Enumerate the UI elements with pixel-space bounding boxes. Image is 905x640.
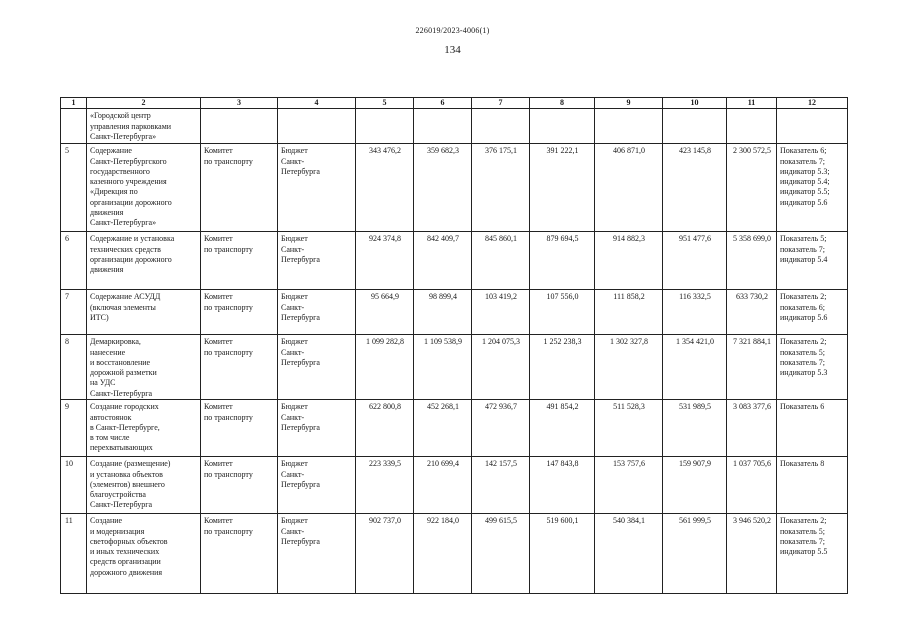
amount-cell: 142 157,5 bbox=[472, 457, 530, 514]
document-id: 226019/2023-4006(1) bbox=[415, 26, 490, 35]
amount-cell: 472 936,7 bbox=[472, 400, 530, 457]
measure-name: Создание (размещение) и установка объектов (элементов) внешнего благоустройства Санкт-Петербурга bbox=[87, 457, 201, 514]
amount-cell: 1 204 075,3 bbox=[472, 335, 530, 400]
amount-cell: 111 858,2 bbox=[595, 290, 663, 335]
amount-cell: 1 099 282,8 bbox=[356, 335, 414, 400]
measure-name: Создание городских автостоянок в Санкт-Петербурге, в том числе перехватывающих bbox=[87, 400, 201, 457]
amount-cell: 107 556,0 bbox=[530, 290, 595, 335]
amount-cell: 491 854,2 bbox=[530, 400, 595, 457]
amount-cell: 561 999,5 bbox=[663, 514, 727, 594]
amount-cell: 1 109 538,9 bbox=[414, 335, 472, 400]
row-number: 8 bbox=[61, 335, 87, 400]
amount-cell: 343 476,2 bbox=[356, 144, 414, 232]
amount-cell: 902 737,0 bbox=[356, 514, 414, 594]
funding-source-cell: Бюджет Санкт- Петербурга bbox=[278, 290, 356, 335]
column-header: 2 bbox=[87, 98, 201, 109]
amount-cell: 2 300 572,5 bbox=[727, 144, 777, 232]
amount-cell: 499 615,5 bbox=[472, 514, 530, 594]
funding-source-cell: Бюджет Санкт- Петербурга bbox=[278, 514, 356, 594]
measure-name: Содержание Санкт-Петербургского государственного казенного учреждения «Дирекция по организации дорожного движения Санкт-Петербурга» bbox=[87, 144, 201, 232]
amount-cell: 423 145,8 bbox=[663, 144, 727, 232]
table-row bbox=[61, 457, 848, 514]
indicators-cell: Показатель 5; показатель 7; индикатор 5.4 bbox=[777, 232, 848, 290]
column-header: 8 bbox=[530, 98, 595, 109]
amount-cell: 5 358 699,0 bbox=[727, 232, 777, 290]
amount-cell: 540 384,1 bbox=[595, 514, 663, 594]
column-header: 7 bbox=[472, 98, 530, 109]
executor-cell: Комитет по транспорту bbox=[201, 457, 278, 514]
amount-cell: 1 354 421,0 bbox=[663, 335, 727, 400]
amount-cell: 391 222,1 bbox=[530, 144, 595, 232]
table-row bbox=[61, 232, 848, 290]
indicators-cell: Показатель 6 bbox=[777, 400, 848, 457]
amount-cell: 452 268,1 bbox=[414, 400, 472, 457]
indicators-cell: Показатель 6; показатель 7; индикатор 5.3; индикатор 5.4; индикатор 5.5; индикатор 5.6 bbox=[777, 144, 848, 232]
amount-cell: 951 477,6 bbox=[663, 232, 727, 290]
column-header: 5 bbox=[356, 98, 414, 109]
amount-cell: 95 664,9 bbox=[356, 290, 414, 335]
amount-cell: 922 184,0 bbox=[414, 514, 472, 594]
row-number: 9 bbox=[61, 400, 87, 457]
row-number: 5 bbox=[61, 144, 87, 232]
continuation-row bbox=[61, 109, 848, 144]
row-number: 11 bbox=[61, 514, 87, 594]
table-row bbox=[61, 335, 848, 400]
amount-cell: 103 419,2 bbox=[472, 290, 530, 335]
amount-cell: 159 907,9 bbox=[663, 457, 727, 514]
amount-cell: 1 252 238,3 bbox=[530, 335, 595, 400]
amount-cell: 531 989,5 bbox=[663, 400, 727, 457]
amount-cell: 153 757,6 bbox=[595, 457, 663, 514]
column-number-row bbox=[61, 98, 848, 109]
funding-source-cell: Бюджет Санкт- Петербурга bbox=[278, 232, 356, 290]
row-number: 6 bbox=[61, 232, 87, 290]
row-number: 10 bbox=[61, 457, 87, 514]
amount-cell: 3 083 377,6 bbox=[727, 400, 777, 457]
amount-cell: 406 871,0 bbox=[595, 144, 663, 232]
funding-source-cell: Бюджет Санкт- Петербурга bbox=[278, 335, 356, 400]
column-header: 11 bbox=[727, 98, 777, 109]
table-row bbox=[61, 144, 848, 232]
executor-cell: Комитет по транспорту bbox=[201, 232, 278, 290]
measure-name: Содержание АСУДД (включая элементы ИТС) bbox=[87, 290, 201, 335]
column-header: 1 bbox=[61, 98, 87, 109]
funding-source-cell: Бюджет Санкт- Петербурга bbox=[278, 457, 356, 514]
budget-table bbox=[60, 97, 848, 594]
amount-cell: 622 800,8 bbox=[356, 400, 414, 457]
indicators-cell: Показатель 2; показатель 5; показатель 7; индикатор 5.3 bbox=[777, 335, 848, 400]
amount-cell: 914 882,3 bbox=[595, 232, 663, 290]
amount-cell: 210 699,4 bbox=[414, 457, 472, 514]
amount-cell: 879 694,5 bbox=[530, 232, 595, 290]
measure-name: Создание и модернизация светофорных объектов и иных технических средств организации дорожного движения bbox=[87, 514, 201, 594]
amount-cell: 1 302 327,8 bbox=[595, 335, 663, 400]
amount-cell: 147 843,8 bbox=[530, 457, 595, 514]
row-number: 7 bbox=[61, 290, 87, 335]
executor-cell: Комитет по транспорту bbox=[201, 514, 278, 594]
funding-source-cell: Бюджет Санкт- Петербурга bbox=[278, 144, 356, 232]
executor-cell: Комитет по транспорту bbox=[201, 400, 278, 457]
measure-name: «Городской центр управления парковками Санкт-Петербурга» bbox=[87, 109, 201, 144]
executor-cell: Комитет по транспорту bbox=[201, 144, 278, 232]
column-header: 12 bbox=[777, 98, 848, 109]
amount-cell: 924 374,8 bbox=[356, 232, 414, 290]
measure-name: Демаркировка, нанесение и восстановление дорожной разметки на УДС Санкт-Петербурга bbox=[87, 335, 201, 400]
amount-cell: 116 332,5 bbox=[663, 290, 727, 335]
amount-cell: 1 037 705,6 bbox=[727, 457, 777, 514]
amount-cell: 845 860,1 bbox=[472, 232, 530, 290]
page-number: 134 bbox=[444, 44, 461, 56]
column-header: 3 bbox=[201, 98, 278, 109]
amount-cell: 223 339,5 bbox=[356, 457, 414, 514]
funding-source-cell: Бюджет Санкт- Петербурга bbox=[278, 400, 356, 457]
amount-cell: 3 946 520,2 bbox=[727, 514, 777, 594]
amount-cell: 7 321 884,1 bbox=[727, 335, 777, 400]
column-header: 6 bbox=[414, 98, 472, 109]
amount-cell: 842 409,7 bbox=[414, 232, 472, 290]
amount-cell: 359 682,3 bbox=[414, 144, 472, 232]
table-row bbox=[61, 290, 848, 335]
table-row bbox=[61, 400, 848, 457]
executor-cell: Комитет по транспорту bbox=[201, 290, 278, 335]
indicators-cell: Показатель 2; показатель 6; индикатор 5.6 bbox=[777, 290, 848, 335]
amount-cell: 519 600,1 bbox=[530, 514, 595, 594]
table-row bbox=[61, 514, 848, 594]
column-header: 9 bbox=[595, 98, 663, 109]
measure-name: Содержание и установка технических средств организации дорожного движения bbox=[87, 232, 201, 290]
column-header: 10 bbox=[663, 98, 727, 109]
executor-cell: Комитет по транспорту bbox=[201, 335, 278, 400]
amount-cell: 376 175,1 bbox=[472, 144, 530, 232]
indicators-cell: Показатель 8 bbox=[777, 457, 848, 514]
indicators-cell: Показатель 2; показатель 5; показатель 7; индикатор 5.5 bbox=[777, 514, 848, 594]
column-header: 4 bbox=[278, 98, 356, 109]
amount-cell: 511 528,3 bbox=[595, 400, 663, 457]
amount-cell: 633 730,2 bbox=[727, 290, 777, 335]
amount-cell: 98 899,4 bbox=[414, 290, 472, 335]
